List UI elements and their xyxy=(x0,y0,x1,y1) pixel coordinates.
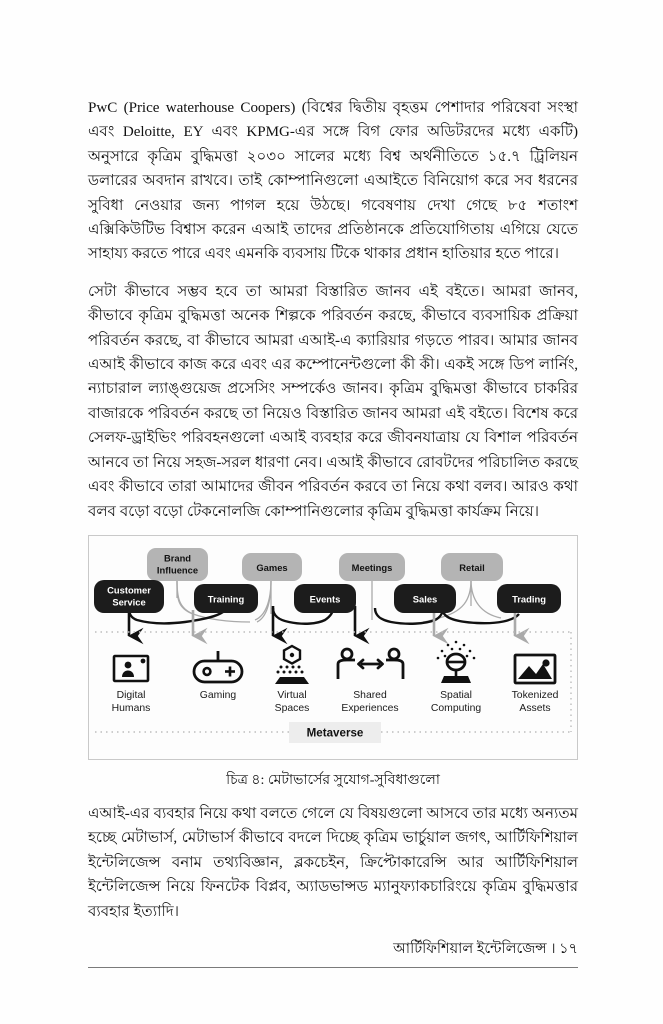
paragraph-1: PwC (Price waterhouse Coopers) (বিশ্বের দ্বিতীয় বৃহত্তম পেশাদার পরিষেবা সংস্থা এবং Deloitte, EY এবং KPMG-এর সঙ্গে বিগ ফোর অডিটরদের মধ্যে একটি) অনুসারে কৃত্রিম বুদ্ধিমত্তা ২০৩০ সালের মধ্যে বিশ্ব অর্থনীতিতে ১৫.৭ ট্রিলিয়ন ডলারের অবদান রাখবে। তাই কোম্পানিগুলো এআইতে বিনিয়োগ করে সব ধরনের সুবিধা নেওয়ার জন্য পাগল হয়ে উঠছে। গবেষণায় দেখা গেছে ৮৫ শতাংশ এক্সিকিউটিভ বিশ্বাস করেন এআই তাদের প্রতিষ্ঠানকে প্রতিযোগিতায় এগিয়ে যেতে সাহায্য করতে পারে এবং এমনকি ব্যবসায় টিকে থাকার প্রধান হাতিয়ার হতে পারে। xyxy=(88,100,578,263)
pillar-label: Shared xyxy=(353,689,387,701)
dark-pill-customer-service[interactable] xyxy=(94,580,164,613)
dark-pill-events[interactable] xyxy=(294,584,356,613)
virtual-spaces-icon xyxy=(275,646,309,684)
light-pill-label: Meetings xyxy=(351,561,393,573)
pillar-label: Spatial xyxy=(440,689,472,701)
light-pill-meetings[interactable] xyxy=(339,553,405,581)
footer-rule xyxy=(88,967,578,968)
pillar-label: Spaces xyxy=(274,702,310,714)
pillar-label: Assets xyxy=(519,702,551,714)
pillar-label: Computing xyxy=(430,702,482,714)
digital-humans-icon xyxy=(114,656,148,681)
pillar-shared-experiences[interactable] xyxy=(338,649,403,714)
pillar-digital-humans[interactable] xyxy=(112,656,151,714)
pillar-label: Humans xyxy=(111,702,151,714)
dark-pill-label: Training xyxy=(207,593,245,605)
pillar-label: Tokenized xyxy=(511,689,559,701)
pillar-label: Digital xyxy=(116,689,146,701)
light-pill-label: Brand xyxy=(163,552,192,564)
dark-pill-trading[interactable] xyxy=(497,584,561,613)
dark-pill-label: Trading xyxy=(512,593,546,605)
pillar-spatial-computing[interactable] xyxy=(431,641,481,714)
shared-experiences-icon xyxy=(338,649,403,679)
metaverse-badge xyxy=(289,722,381,743)
metaverse-figure xyxy=(88,535,578,760)
paragraph-2: সেটা কীভাবে সম্ভব হবে তা আমরা বিস্তারিত জানব এই বইতে। আমরা জানব, কীভাবে কৃত্রিম বুদ্ধিমত্তা অনেক শিল্পকে পরিবর্তন করছে, কীভাবে ব্যবসায়িক প্রক্রিয়া পরিবর্তন করছে, বা কীভাবে আমরা এআই-এ ক্যারিয়ার গড়তে পারব। আমার জানব এআই কীভাবে কাজ করে এবং এর কম্পোনেন্টগুলো কী কী। একই সঙ্গে ডিপ লার্নিং, ন্যাচারাল ল্যাঙ্গুয়েজ প্রসেসিং সম্পর্কেও জানব। কৃত্রিম বুদ্ধিমত্তা কীভাবে চাকরির বাজারকে পরিবর্তন করছে তা নিয়েও বিস্তারিত জানব আমরা এই বইতে। বিশেষ করে সেলফ-ড্রাইভিং পরিবহনগুলো এআই ব্যবহার করে জীবনযাত্রায় যে বিশাল পরিবর্তন আনবে তা নিয়ে সহজ-সরল ধারণা নেব। এআই কীভাবে রোবটদের পরিচালিত করছে এবং কীভাবে তারা আমাদের জীবন পরিবর্তন করবে তা নিয়ে কথা বলব। আরও কথা বলব বড়ো বড়ো টেকনোলজি কোম্পানিগুলোর কৃত্রিম বুদ্ধিমত্তা কার্যক্রম নিয়ে। xyxy=(88,283,578,520)
tokenized-assets-icon xyxy=(515,655,555,683)
pillar-virtual-spaces[interactable] xyxy=(275,646,310,714)
footer-label: আর্টিফিশিয়াল ইন্টেলিজেন্স । ১৭ xyxy=(393,941,578,957)
gaming-controller-icon xyxy=(194,651,242,682)
spatial-computing-icon xyxy=(437,641,476,683)
dark-pill-sales[interactable] xyxy=(394,584,456,613)
metaverse-label: Metaverse xyxy=(306,726,364,740)
light-pill-games[interactable] xyxy=(242,553,302,581)
pillar-tokenized-assets[interactable] xyxy=(512,655,559,714)
pillar-gaming[interactable] xyxy=(194,651,242,701)
page-footer xyxy=(88,938,578,968)
dark-pill-label: Service xyxy=(112,596,146,608)
light-pill-brand-influence[interactable] xyxy=(147,548,208,581)
light-pill-label: Influence xyxy=(156,564,199,576)
metaverse-diagram xyxy=(89,536,577,759)
page-content xyxy=(88,96,578,924)
light-pill-label: Games xyxy=(256,561,288,573)
dark-pill-label: Sales xyxy=(412,593,438,605)
dark-pill-label: Customer xyxy=(107,584,151,596)
figure-caption: চিত্র ৪: মেটাভার্সের সুযোগ-সুবিধাগুলো xyxy=(226,772,440,788)
light-pill-label: Retail xyxy=(459,561,485,573)
paragraph-3: এআই-এর ব্যবহার নিয়ে কথা বলতে গেলে যে বিষয়গুলো আসবে তার মধ্যে অন্যতম হচ্ছে মেটাভার্স, মেটাভার্স কীভাবে বদলে দিচ্ছে কৃত্রিম ভার্চুয়াল জগৎ, আর্টিফিশিয়াল ইন্টেলিজেন্স বনাম তথ্যবিজ্ঞান, ব্লকচেইন, ক্রিপ্টোকারেন্সি আর আর্টিফিশিয়াল ইন্টেলিজেন্স নিয়ে ফিনটেক বিপ্লব, অ্যাডভান্সড ম্যানুফ্যাকচারিংয়ে কৃত্রিম বুদ্ধিমত্তার ব্যবহার ইত্যাদি। xyxy=(88,805,578,920)
pillar-label: Gaming xyxy=(199,689,237,701)
pillar-label: Virtual xyxy=(277,689,307,701)
dark-pill-training[interactable] xyxy=(194,584,258,613)
dark-pill-label: Events xyxy=(309,593,341,605)
light-pill-retail[interactable] xyxy=(441,553,503,581)
pillar-label: Experiences xyxy=(341,702,399,714)
